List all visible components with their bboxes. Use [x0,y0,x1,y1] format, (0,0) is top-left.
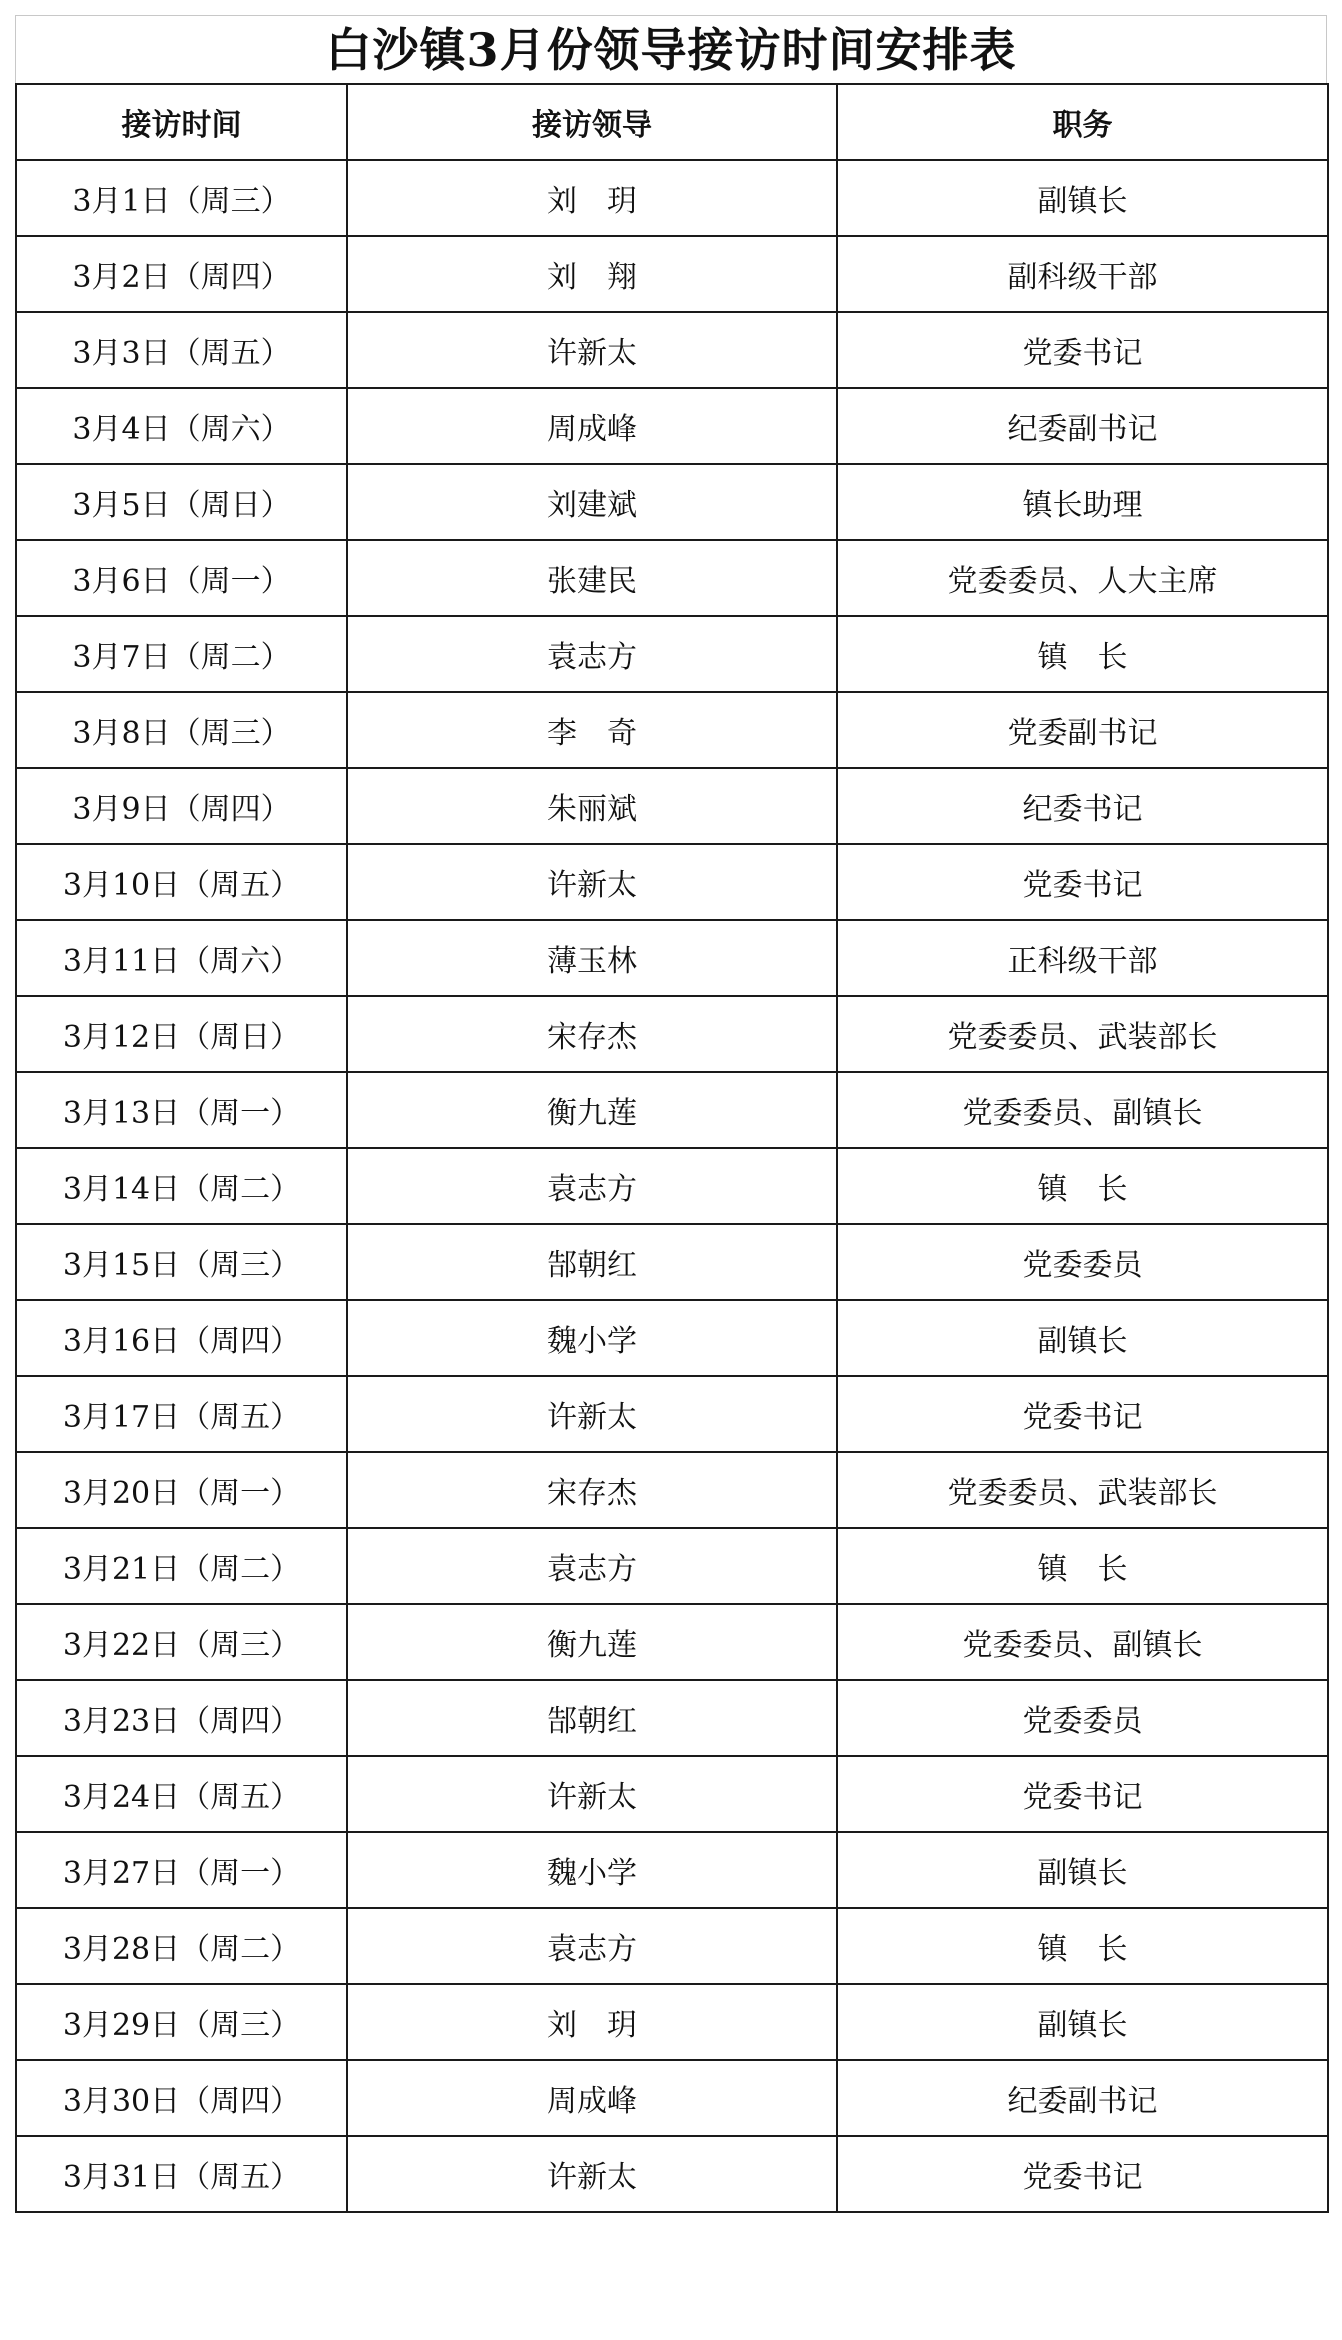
position-cell: 副科级干部 [837,236,1328,312]
position-cell: 党委书记 [837,2136,1328,2212]
table-row [16,540,1328,616]
position-cell: 纪委副书记 [837,2060,1328,2136]
position-cell: 纪委书记 [837,768,1328,844]
table-row [16,1604,1328,1680]
leader-cell: 许新太 [347,2136,837,2212]
table-body [16,160,1328,2212]
position-cell: 党委副书记 [837,692,1328,768]
leader-cell: 许新太 [347,1376,837,1452]
leader-cell: 魏小学 [347,1832,837,1908]
header-row [16,84,1328,160]
date-cell: 3月30日（周四） [16,2060,347,2136]
schedule-table [15,83,1329,2213]
leader-cell: 袁志方 [347,1148,837,1224]
position-cell: 镇 长 [837,1528,1328,1604]
position-cell: 副镇长 [837,1984,1328,2060]
header-leader: 接访领导 [347,84,837,160]
leader-cell: 刘 翔 [347,236,837,312]
table-row [16,1680,1328,1756]
table-row [16,388,1328,464]
date-cell: 3月9日（周四） [16,768,347,844]
table-row [16,2060,1328,2136]
date-cell: 3月1日（周三） [16,160,347,236]
table-row [16,844,1328,920]
date-cell: 3月17日（周五） [16,1376,347,1452]
table-row [16,768,1328,844]
position-cell: 党委书记 [837,844,1328,920]
date-cell: 3月14日（周二） [16,1148,347,1224]
position-cell: 副镇长 [837,160,1328,236]
date-cell: 3月20日（周一） [16,1452,347,1528]
date-cell: 3月22日（周三） [16,1604,347,1680]
date-cell: 3月28日（周二） [16,1908,347,1984]
position-cell: 党委委员、副镇长 [837,1604,1328,1680]
position-cell: 镇 长 [837,1908,1328,1984]
position-cell: 党委委员、人大主席 [837,540,1328,616]
table-row [16,1072,1328,1148]
leader-cell: 周成峰 [347,388,837,464]
date-cell: 3月21日（周二） [16,1528,347,1604]
date-cell: 3月24日（周五） [16,1756,347,1832]
table-row [16,1528,1328,1604]
position-cell: 党委委员 [837,1680,1328,1756]
table-row [16,1224,1328,1300]
position-cell: 党委委员、副镇长 [837,1072,1328,1148]
leader-cell: 郜朝红 [347,1224,837,1300]
header-date: 接访时间 [16,84,347,160]
leader-cell: 朱丽斌 [347,768,837,844]
position-cell: 党委委员、武装部长 [837,996,1328,1072]
header-position: 职务 [837,84,1328,160]
date-cell: 3月4日（周六） [16,388,347,464]
position-cell: 副镇长 [837,1832,1328,1908]
date-cell: 3月3日（周五） [16,312,347,388]
table-row [16,1984,1328,2060]
date-cell: 3月29日（周三） [16,1984,347,2060]
table-row [16,160,1328,236]
table-row [16,464,1328,540]
leader-cell: 袁志方 [347,1908,837,1984]
position-cell: 正科级干部 [837,920,1328,996]
schedule-sheet [15,15,1327,2213]
leader-cell: 袁志方 [347,616,837,692]
table-row [16,1148,1328,1224]
date-cell: 3月31日（周五） [16,2136,347,2212]
table-row [16,1452,1328,1528]
position-cell: 镇 长 [837,616,1328,692]
position-cell: 党委书记 [837,312,1328,388]
table-row [16,1908,1328,1984]
date-cell: 3月10日（周五） [16,844,347,920]
leader-cell: 许新太 [347,844,837,920]
position-cell: 党委书记 [837,1756,1328,1832]
position-cell: 党委委员 [837,1224,1328,1300]
table-row [16,616,1328,692]
leader-cell: 周成峰 [347,2060,837,2136]
date-cell: 3月7日（周二） [16,616,347,692]
table-row [16,312,1328,388]
date-cell: 3月8日（周三） [16,692,347,768]
leader-cell: 张建民 [347,540,837,616]
leader-cell: 薄玉林 [347,920,837,996]
leader-cell: 衡九莲 [347,1072,837,1148]
position-cell: 镇 长 [837,1148,1328,1224]
leader-cell: 许新太 [347,1756,837,1832]
date-cell: 3月11日（周六） [16,920,347,996]
table-row [16,236,1328,312]
leader-cell: 刘 玥 [347,160,837,236]
table-row [16,920,1328,996]
date-cell: 3月23日（周四） [16,1680,347,1756]
date-cell: 3月15日（周三） [16,1224,347,1300]
leader-cell: 李 奇 [347,692,837,768]
position-cell: 副镇长 [837,1300,1328,1376]
date-cell: 3月13日（周一） [16,1072,347,1148]
table-row [16,1300,1328,1376]
table-row [16,692,1328,768]
table-row [16,1376,1328,1452]
date-cell: 3月2日（周四） [16,236,347,312]
date-cell: 3月27日（周一） [16,1832,347,1908]
leader-cell: 郜朝红 [347,1680,837,1756]
leader-cell: 宋存杰 [347,1452,837,1528]
position-cell: 镇长助理 [837,464,1328,540]
table-row [16,2136,1328,2212]
leader-cell: 宋存杰 [347,996,837,1072]
table-row [16,1756,1328,1832]
position-cell: 党委书记 [837,1376,1328,1452]
leader-cell: 魏小学 [347,1300,837,1376]
position-cell: 党委委员、武装部长 [837,1452,1328,1528]
date-cell: 3月16日（周四） [16,1300,347,1376]
leader-cell: 衡九莲 [347,1604,837,1680]
leader-cell: 刘建斌 [347,464,837,540]
date-cell: 3月12日（周日） [16,996,347,1072]
date-cell: 3月5日（周日） [16,464,347,540]
table-row [16,1832,1328,1908]
leader-cell: 袁志方 [347,1528,837,1604]
position-cell: 纪委副书记 [837,388,1328,464]
date-cell: 3月6日（周一） [16,540,347,616]
leader-cell: 刘 玥 [347,1984,837,2060]
page-title: 白沙镇3月份领导接访时间安排表 [15,15,1327,83]
leader-cell: 许新太 [347,312,837,388]
table-row [16,996,1328,1072]
